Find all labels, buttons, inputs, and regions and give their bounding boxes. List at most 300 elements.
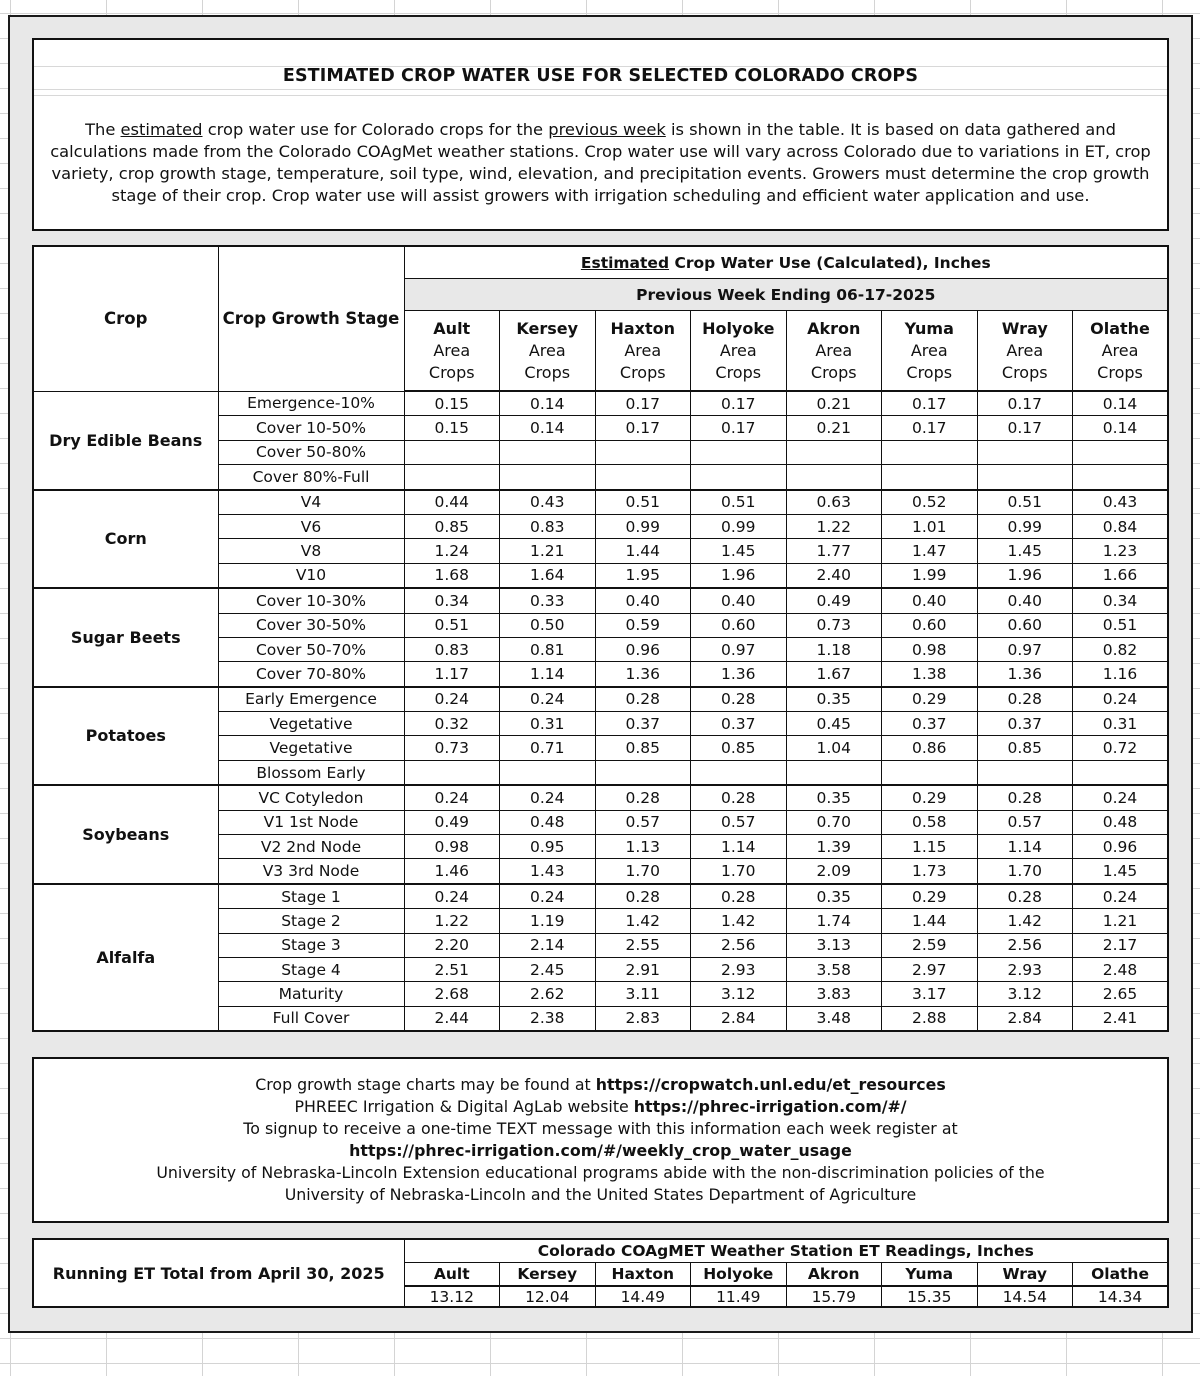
water-use-cell: 2.20: [404, 933, 500, 957]
station-sub-crops: Crops: [1001, 362, 1048, 382]
intro-emphasis-estimated: estimated: [120, 120, 203, 139]
water-use-cell: 0.24: [500, 785, 596, 810]
water-use-cell: 0.97: [977, 637, 1073, 661]
water-use-cell: 3.12: [691, 982, 787, 1006]
water-use-cell: 0.28: [691, 687, 787, 712]
footer-box: [32, 1057, 1169, 1223]
table-row: [33, 785, 1168, 810]
growth-stage: Stage 1: [218, 884, 404, 909]
footer-line: University of Nebraska-Lincoln Extension educational programs abide with the non-discrimination policies of the: [156, 1163, 1045, 1182]
station-sub-crops: Crops: [1097, 362, 1143, 382]
crop-name: Dry Edible Beans: [33, 391, 218, 490]
running-et-station-kersey: Kersey: [500, 1263, 596, 1287]
water-use-cell: 2.09: [786, 859, 882, 884]
footer-line: University of Nebraska-Lincoln and the United States Department of Agriculture: [284, 1185, 917, 1204]
station-sub-crops: Crops: [906, 362, 953, 382]
growth-stage: V10: [218, 563, 404, 588]
crop-name: Corn: [33, 490, 218, 589]
water-use-cell: 1.01: [882, 514, 978, 538]
table-row: [33, 490, 1168, 515]
growth-stage: Full Cover: [218, 1006, 404, 1031]
water-use-cell: 0.71: [500, 736, 596, 760]
page-title: ESTIMATED CROP WATER USE FOR SELECTED COLORADO CROPS: [282, 66, 919, 86]
water-use-cell: 1.23: [1073, 539, 1169, 563]
water-use-cell: 0.24: [500, 884, 596, 909]
water-use-cell: 0.21: [786, 391, 882, 416]
growth-stage: Cover 10-30%: [218, 588, 404, 613]
water-use-cell: [882, 465, 978, 490]
water-use-cell: 0.86: [882, 736, 978, 760]
water-use-cell: 1.14: [977, 835, 1073, 859]
water-use-cell: 0.51: [1073, 613, 1169, 637]
water-use-cell: 0.34: [404, 588, 500, 613]
water-use-cell: 1.38: [882, 662, 978, 687]
water-use-cell: 0.81: [500, 637, 596, 661]
water-use-cell: 0.57: [595, 810, 691, 834]
water-use-cell: 0.40: [691, 588, 787, 613]
water-use-cell: 0.73: [404, 736, 500, 760]
column-header-crop: Crop: [33, 246, 218, 391]
water-use-cell: 0.28: [691, 785, 787, 810]
water-use-cell: 1.42: [595, 909, 691, 933]
water-use-cell: 1.14: [500, 662, 596, 687]
running-et-value: 14.54: [977, 1286, 1073, 1307]
water-use-cell: 0.15: [404, 391, 500, 416]
water-use-cell: 2.14: [500, 933, 596, 957]
water-use-cell: 1.70: [977, 859, 1073, 884]
water-use-cell: 0.83: [404, 637, 500, 661]
water-use-cell: 0.58: [882, 810, 978, 834]
station-sub-area: Area: [433, 340, 471, 360]
water-use-cell: 0.48: [1073, 810, 1169, 834]
station-sub-area: Area: [719, 340, 757, 360]
water-use-cell: 0.28: [595, 884, 691, 909]
water-use-cell: 0.28: [977, 884, 1073, 909]
water-use-cell: 1.19: [500, 909, 596, 933]
water-use-cell: [1073, 465, 1169, 490]
crop-water-use-table: [32, 245, 1169, 1032]
footer-line: [34, 1096, 1167, 1118]
water-use-cell: 3.13: [786, 933, 882, 957]
water-use-cell: 0.24: [404, 687, 500, 712]
water-use-cell: 0.98: [404, 835, 500, 859]
water-use-cell: [595, 465, 691, 490]
station-header-kersey: [500, 311, 596, 392]
water-use-cell: 2.93: [691, 957, 787, 981]
water-use-cell: 1.17: [404, 662, 500, 687]
water-use-cell: 1.64: [500, 563, 596, 588]
water-use-cell: 2.17: [1073, 933, 1169, 957]
intro-text: crop water use for Colorado crops for the: [202, 120, 549, 139]
growth-stage: Cover 30-50%: [218, 613, 404, 637]
water-use-cell: 1.18: [786, 637, 882, 661]
water-use-cell: [595, 760, 691, 785]
station-name: Olathe: [1090, 318, 1150, 338]
growth-stage: Cover 50-80%: [218, 440, 404, 464]
water-use-cell: 0.33: [500, 588, 596, 613]
water-use-cell: 1.68: [404, 563, 500, 588]
water-use-cell: 0.34: [1073, 588, 1169, 613]
water-use-cell: 0.17: [977, 391, 1073, 416]
water-use-cell: [977, 465, 1073, 490]
station-sub-area: Area: [1101, 340, 1139, 360]
water-use-cell: 0.37: [882, 712, 978, 736]
growth-stage: Stage 3: [218, 933, 404, 957]
water-use-cell: 0.35: [786, 884, 882, 909]
station-name: Kersey: [516, 318, 579, 338]
table-row: [33, 687, 1168, 712]
water-use-cell: 0.99: [691, 514, 787, 538]
water-use-cell: 0.60: [882, 613, 978, 637]
water-use-cell: 0.43: [500, 490, 596, 515]
growth-stage: Vegetative: [218, 736, 404, 760]
station-sub-crops: Crops: [810, 362, 857, 382]
water-use-cell: 1.39: [786, 835, 882, 859]
table-row: [33, 884, 1168, 909]
water-use-cell: 1.96: [691, 563, 787, 588]
growth-stage: Maturity: [218, 982, 404, 1006]
footer-line: [34, 1140, 1167, 1162]
growth-stage: Cover 50-70%: [218, 637, 404, 661]
water-use-cell: [977, 760, 1073, 785]
water-use-cell: 0.29: [882, 884, 978, 909]
column-header-growth-stage: Crop Growth Stage: [218, 246, 404, 391]
water-use-cell: 1.67: [786, 662, 882, 687]
water-use-cell: 1.04: [786, 736, 882, 760]
water-use-cell: 0.98: [882, 637, 978, 661]
water-use-cell: 1.24: [404, 539, 500, 563]
station-name: Yuma: [904, 318, 954, 338]
growth-stage: Stage 4: [218, 957, 404, 981]
running-et-station-haxton: Haxton: [595, 1263, 691, 1287]
water-use-cell: 0.40: [595, 588, 691, 613]
station-sub-area: Area: [528, 340, 566, 360]
growth-stage: Stage 2: [218, 909, 404, 933]
water-use-cell: 0.70: [786, 810, 882, 834]
water-use-cell: 0.51: [977, 490, 1073, 515]
water-use-cell: 1.74: [786, 909, 882, 933]
water-use-cell: 1.42: [691, 909, 787, 933]
estimated-use-header: [404, 246, 1168, 279]
station-header-wray: [977, 311, 1073, 392]
water-use-cell: 0.49: [786, 588, 882, 613]
water-use-cell: 1.73: [882, 859, 978, 884]
water-use-cell: 0.96: [1073, 835, 1169, 859]
water-use-cell: 1.45: [1073, 859, 1169, 884]
water-use-cell: 0.24: [1073, 884, 1169, 909]
water-use-cell: 0.60: [977, 613, 1073, 637]
water-use-cell: [404, 440, 500, 464]
growth-stage: V8: [218, 539, 404, 563]
water-use-cell: [786, 440, 882, 464]
station-header-haxton: [595, 311, 691, 392]
station-sub-area: Area: [910, 340, 948, 360]
water-use-cell: 2.62: [500, 982, 596, 1006]
water-use-cell: 0.73: [786, 613, 882, 637]
water-use-cell: 0.35: [786, 687, 882, 712]
water-use-cell: 0.83: [500, 514, 596, 538]
water-use-cell: 2.51: [404, 957, 500, 981]
water-use-cell: 0.17: [882, 391, 978, 416]
footer-line: [34, 1074, 1167, 1096]
station-sub-crops: Crops: [715, 362, 762, 382]
water-use-cell: 0.60: [691, 613, 787, 637]
water-use-cell: 0.24: [1073, 785, 1169, 810]
water-use-cell: 0.85: [404, 514, 500, 538]
growth-stage: V2 2nd Node: [218, 835, 404, 859]
water-use-cell: 3.58: [786, 957, 882, 981]
water-use-cell: 0.14: [500, 391, 596, 416]
growth-stage: Cover 10-50%: [218, 416, 404, 440]
water-use-cell: 2.97: [882, 957, 978, 981]
crop-name: Potatoes: [33, 687, 218, 786]
growth-stage: Emergence-10%: [218, 391, 404, 416]
running-et-label: Running ET Total from April 30, 2025: [33, 1239, 404, 1307]
water-use-cell: 0.24: [500, 687, 596, 712]
growth-stage: V1 1st Node: [218, 810, 404, 834]
running-et-station-yuma: Yuma: [882, 1263, 978, 1287]
water-use-cell: 0.29: [882, 687, 978, 712]
water-use-cell: 0.21: [786, 416, 882, 440]
water-use-cell: [1073, 440, 1169, 464]
water-use-cell: 0.24: [404, 785, 500, 810]
water-use-cell: 0.32: [404, 712, 500, 736]
growth-stage: Early Emergence: [218, 687, 404, 712]
water-use-cell: 0.99: [595, 514, 691, 538]
water-use-cell: 2.93: [977, 957, 1073, 981]
water-use-cell: 0.14: [1073, 416, 1169, 440]
running-et-value: 14.34: [1073, 1286, 1169, 1307]
footer-text: [34, 1074, 1167, 1206]
intro-emphasis-previous-week: previous week: [548, 120, 666, 139]
water-use-cell: 0.44: [404, 490, 500, 515]
water-use-cell: 0.14: [1073, 391, 1169, 416]
growth-stage: V3 3rd Node: [218, 859, 404, 884]
water-use-cell: 0.24: [1073, 687, 1169, 712]
running-et-station-holyoke: Holyoke: [691, 1263, 787, 1287]
water-use-cell: 1.42: [977, 909, 1073, 933]
water-use-cell: 0.37: [977, 712, 1073, 736]
water-use-cell: 0.43: [1073, 490, 1169, 515]
water-use-cell: 0.28: [977, 785, 1073, 810]
water-use-cell: 1.44: [882, 909, 978, 933]
gridline: [34, 89, 1167, 90]
water-use-cell: 0.45: [786, 712, 882, 736]
water-use-cell: 1.14: [691, 835, 787, 859]
running-et-header: Colorado COAgMET Weather Station ET Readings, Inches: [404, 1239, 1168, 1263]
water-use-cell: 0.28: [595, 687, 691, 712]
station-header-akron: [786, 311, 882, 392]
water-use-cell: 0.17: [882, 416, 978, 440]
water-use-cell: 0.49: [404, 810, 500, 834]
water-use-cell: 3.12: [977, 982, 1073, 1006]
water-use-cell: 0.57: [977, 810, 1073, 834]
station-header-yuma: [882, 311, 978, 392]
water-use-cell: 1.15: [882, 835, 978, 859]
water-use-cell: 0.85: [977, 736, 1073, 760]
water-use-cell: 0.17: [595, 391, 691, 416]
water-use-cell: 1.13: [595, 835, 691, 859]
water-use-cell: 0.35: [786, 785, 882, 810]
intro-paragraph: [46, 119, 1155, 207]
growth-stage: Vegetative: [218, 712, 404, 736]
crop-name: Alfalfa: [33, 884, 218, 1031]
table-row: [33, 391, 1168, 416]
running-et-value: 12.04: [500, 1286, 596, 1307]
running-et-value: 13.12: [404, 1286, 500, 1307]
water-use-cell: 1.70: [691, 859, 787, 884]
water-use-cell: 1.21: [1073, 909, 1169, 933]
running-et-value: 14.49: [595, 1286, 691, 1307]
water-use-cell: [691, 465, 787, 490]
water-use-cell: 0.48: [500, 810, 596, 834]
water-use-cell: 2.84: [691, 1006, 787, 1031]
water-use-cell: 3.83: [786, 982, 882, 1006]
station-name: Ault: [433, 318, 471, 338]
growth-stage: Cover 80%-Full: [218, 465, 404, 490]
water-use-cell: 2.56: [691, 933, 787, 957]
water-use-cell: 2.91: [595, 957, 691, 981]
water-use-cell: 1.45: [691, 539, 787, 563]
station-sub-crops: Crops: [428, 362, 475, 382]
water-use-cell: 0.37: [691, 712, 787, 736]
water-use-cell: 0.85: [595, 736, 691, 760]
growth-stage: Blossom Early: [218, 760, 404, 785]
station-name: Holyoke: [702, 318, 775, 338]
water-use-cell: [882, 440, 978, 464]
intro-box: [32, 38, 1169, 231]
header-text: Crop Water Use (Calculated), Inches: [669, 253, 991, 272]
footer-line: To signup to receive a one-time TEXT message with this information each week register at: [243, 1119, 958, 1138]
water-use-cell: 1.44: [595, 539, 691, 563]
water-use-cell: 2.48: [1073, 957, 1169, 981]
water-use-cell: 0.28: [977, 687, 1073, 712]
water-use-cell: [404, 760, 500, 785]
water-use-cell: 0.51: [691, 490, 787, 515]
footer-line-text: PHREEC Irrigation & Digital AgLab website: [294, 1097, 634, 1116]
growth-stage: V4: [218, 490, 404, 515]
running-et-value: 15.79: [786, 1286, 882, 1307]
water-use-cell: 1.22: [404, 909, 500, 933]
water-use-cell: 0.28: [691, 884, 787, 909]
water-use-cell: 0.95: [500, 835, 596, 859]
running-et-value: 11.49: [691, 1286, 787, 1307]
water-use-cell: 1.99: [882, 563, 978, 588]
water-use-cell: 0.17: [691, 416, 787, 440]
water-use-cell: 1.45: [977, 539, 1073, 563]
water-use-cell: 0.57: [691, 810, 787, 834]
crop-name: Soybeans: [33, 785, 218, 884]
crop-name: Sugar Beets: [33, 588, 218, 687]
water-use-cell: 0.17: [595, 416, 691, 440]
water-use-cell: 0.37: [595, 712, 691, 736]
week-ending-header: Previous Week Ending 06-17-2025: [404, 279, 1168, 311]
water-use-cell: 1.36: [691, 662, 787, 687]
water-use-cell: 1.36: [977, 662, 1073, 687]
station-header-olathe: [1073, 311, 1169, 392]
water-use-cell: 2.40: [786, 563, 882, 588]
water-use-cell: 0.63: [786, 490, 882, 515]
water-use-cell: 0.51: [404, 613, 500, 637]
station-name: Akron: [807, 318, 861, 338]
water-use-cell: [500, 440, 596, 464]
water-use-cell: 0.24: [404, 884, 500, 909]
water-use-cell: 2.38: [500, 1006, 596, 1031]
water-use-cell: 1.66: [1073, 563, 1169, 588]
station-name: Wray: [1001, 318, 1048, 338]
station-sub-area: Area: [624, 340, 662, 360]
water-use-cell: 0.84: [1073, 514, 1169, 538]
water-use-cell: [595, 440, 691, 464]
water-use-cell: 2.45: [500, 957, 596, 981]
growth-stage: Cover 70-80%: [218, 662, 404, 687]
water-use-cell: 2.41: [1073, 1006, 1169, 1031]
water-use-cell: 0.31: [1073, 712, 1169, 736]
station-header-holyoke: [691, 311, 787, 392]
water-use-cell: [882, 760, 978, 785]
running-et-station-ault: Ault: [404, 1263, 500, 1287]
cropwatch-link[interactable]: https://cropwatch.unl.edu/et_resources: [595, 1075, 946, 1094]
water-use-cell: 0.15: [404, 416, 500, 440]
header-emphasis: Estimated: [580, 253, 670, 272]
water-use-cell: 0.31: [500, 712, 596, 736]
water-use-cell: 1.46: [404, 859, 500, 884]
running-et-station-wray: Wray: [977, 1263, 1073, 1287]
water-use-cell: [404, 465, 500, 490]
water-use-cell: [786, 760, 882, 785]
water-use-cell: [500, 760, 596, 785]
intro-text: The: [85, 120, 121, 139]
gridline: [34, 95, 1167, 96]
growth-stage: VC Cotyledon: [218, 785, 404, 810]
water-use-cell: 2.55: [595, 933, 691, 957]
water-use-cell: 0.96: [595, 637, 691, 661]
running-et-station-akron: Akron: [786, 1263, 882, 1287]
phrec-link[interactable]: https://phrec-irrigation.com/#/: [633, 1097, 907, 1116]
water-use-cell: 0.82: [1073, 637, 1169, 661]
water-use-cell: 1.43: [500, 859, 596, 884]
water-use-cell: 3.48: [786, 1006, 882, 1031]
water-use-cell: 0.59: [595, 613, 691, 637]
water-use-cell: 2.84: [977, 1006, 1073, 1031]
signup-link[interactable]: https://phrec-irrigation.com/#/weekly_crop_water_usage: [349, 1141, 852, 1160]
intro-text: is shown in the table. It is based on data gathered and calculations made from the Colorado COAgMet weather stations. Crop water use will vary across Colorado due to variations in ET, crop variety, crop growth stage, temperature, soil type, wind, elevation, and precipitation events. Growers must determine the crop growth stage of their crop. Crop water use will assist growers with irrigation scheduling and efficient water application and use.: [50, 120, 1151, 205]
water-use-cell: 2.56: [977, 933, 1073, 957]
running-et-table: [32, 1238, 1169, 1308]
water-use-cell: 1.36: [595, 662, 691, 687]
water-use-cell: [691, 760, 787, 785]
table-row: [33, 588, 1168, 613]
station-sub-crops: Crops: [524, 362, 571, 382]
water-use-cell: 0.17: [691, 391, 787, 416]
water-use-cell: 2.44: [404, 1006, 500, 1031]
water-use-cell: [500, 465, 596, 490]
water-use-cell: [977, 440, 1073, 464]
water-use-cell: 0.17: [977, 416, 1073, 440]
table-body: [33, 391, 1168, 1031]
water-use-cell: 2.83: [595, 1006, 691, 1031]
water-use-cell: 3.11: [595, 982, 691, 1006]
water-use-cell: 1.47: [882, 539, 978, 563]
water-use-cell: [786, 465, 882, 490]
station-sub-area: Area: [1006, 340, 1044, 360]
water-use-cell: 0.14: [500, 416, 596, 440]
water-use-cell: 2.88: [882, 1006, 978, 1031]
station-header-ault: [404, 311, 500, 392]
water-use-cell: 0.29: [882, 785, 978, 810]
water-use-cell: 0.72: [1073, 736, 1169, 760]
water-use-cell: 2.59: [882, 933, 978, 957]
